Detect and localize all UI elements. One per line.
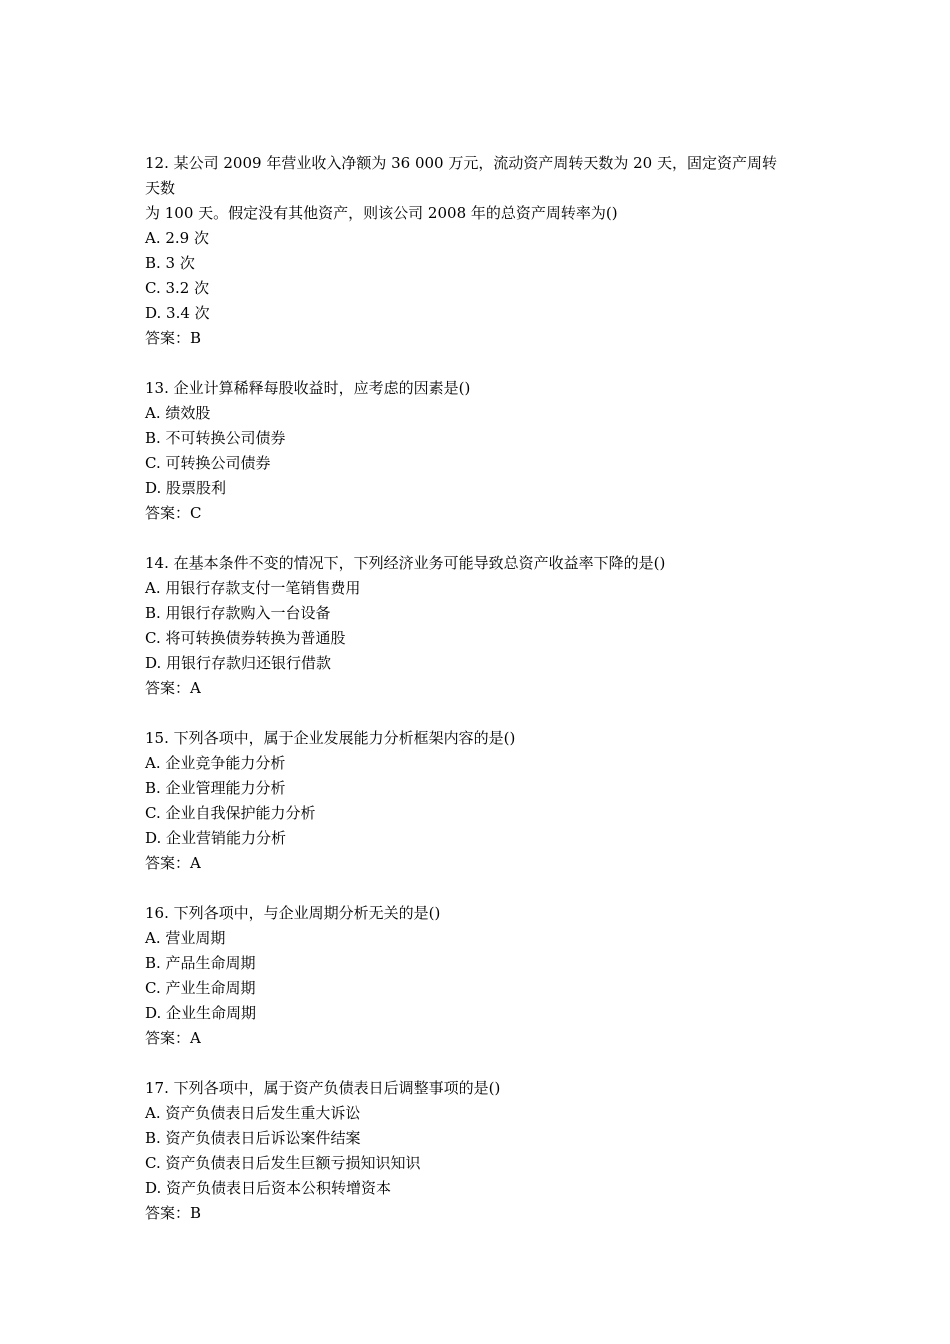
option-c: C. 3.2 次	[145, 279, 210, 297]
option-d: D. 3.4 次	[145, 304, 210, 322]
option-b: B. 不可转换公司债券	[145, 429, 286, 447]
option-a: A. 企业竞争能力分析	[145, 754, 286, 772]
question-stem-line: 15. 下列各项中，属于企业发展能力分析框架内容的是()	[145, 729, 516, 747]
question-stem-line: 16. 下列各项中，与企业周期分析无关的是()	[145, 904, 441, 922]
option-b: B. 资产负债表日后诉讼案件结案	[145, 1129, 361, 1147]
option-d: D. 企业生命周期	[145, 1004, 257, 1022]
option-a: A. 2.9 次	[145, 229, 209, 247]
question-17	[145, 1076, 815, 1226]
option-a: A. 绩效股	[145, 404, 211, 422]
answer-line: 答案：B	[145, 1204, 202, 1222]
question-16	[145, 901, 815, 1051]
option-c: C. 企业自我保护能力分析	[145, 804, 316, 822]
option-b: B. 用银行存款购入一台设备	[145, 604, 331, 622]
option-c: C. 将可转换债券转换为普通股	[145, 629, 346, 647]
question-15	[145, 726, 815, 876]
option-b: B. 产品生命周期	[145, 954, 256, 972]
option-c: C. 可转换公司债券	[145, 454, 271, 472]
question-stem-line: 为 100 天。假定没有其他资产，则该公司 2008 年的总资产周转率为()	[145, 204, 618, 222]
option-c: C. 资产负债表日后发生巨额亏损知识知识	[145, 1154, 421, 1172]
option-d: D. 企业营销能力分析	[145, 829, 287, 847]
answer-line: 答案：C	[145, 504, 202, 522]
option-d: D. 用银行存款归还银行借款	[145, 654, 332, 672]
question-13	[145, 376, 815, 526]
question-stem-line: 天数	[145, 179, 176, 197]
document-page	[145, 151, 815, 1251]
option-b: B. 企业管理能力分析	[145, 779, 286, 797]
option-c: C. 产业生命周期	[145, 979, 256, 997]
question-14	[145, 551, 815, 701]
question-stem-line: 13. 企业计算稀释每股收益时，应考虑的因素是()	[145, 379, 471, 397]
question-stem-line: 12. 某公司 2009 年营业收入净额为 36 000 万元，流动资产周转天数为 20 天，固定资产周转	[145, 154, 777, 172]
option-b: B. 3 次	[145, 254, 195, 272]
question-stem-line: 14. 在基本条件不变的情况下，下列经济业务可能导致总资产收益率下降的是()	[145, 554, 666, 572]
option-a: A. 用银行存款支付一笔销售费用	[145, 579, 361, 597]
answer-line: 答案：A	[145, 1029, 201, 1047]
option-d: D. 资产负债表日后资本公积转增资本	[145, 1179, 392, 1197]
question-12	[145, 151, 815, 351]
option-a: A. 营业周期	[145, 929, 226, 947]
question-stem-line: 17. 下列各项中，属于资产负债表日后调整事项的是()	[145, 1079, 501, 1097]
option-a: A. 资产负债表日后发生重大诉讼	[145, 1104, 361, 1122]
option-d: D. 股票股利	[145, 479, 227, 497]
answer-line: 答案：A	[145, 854, 201, 872]
answer-line: 答案：A	[145, 679, 201, 697]
answer-line: 答案：B	[145, 329, 202, 347]
